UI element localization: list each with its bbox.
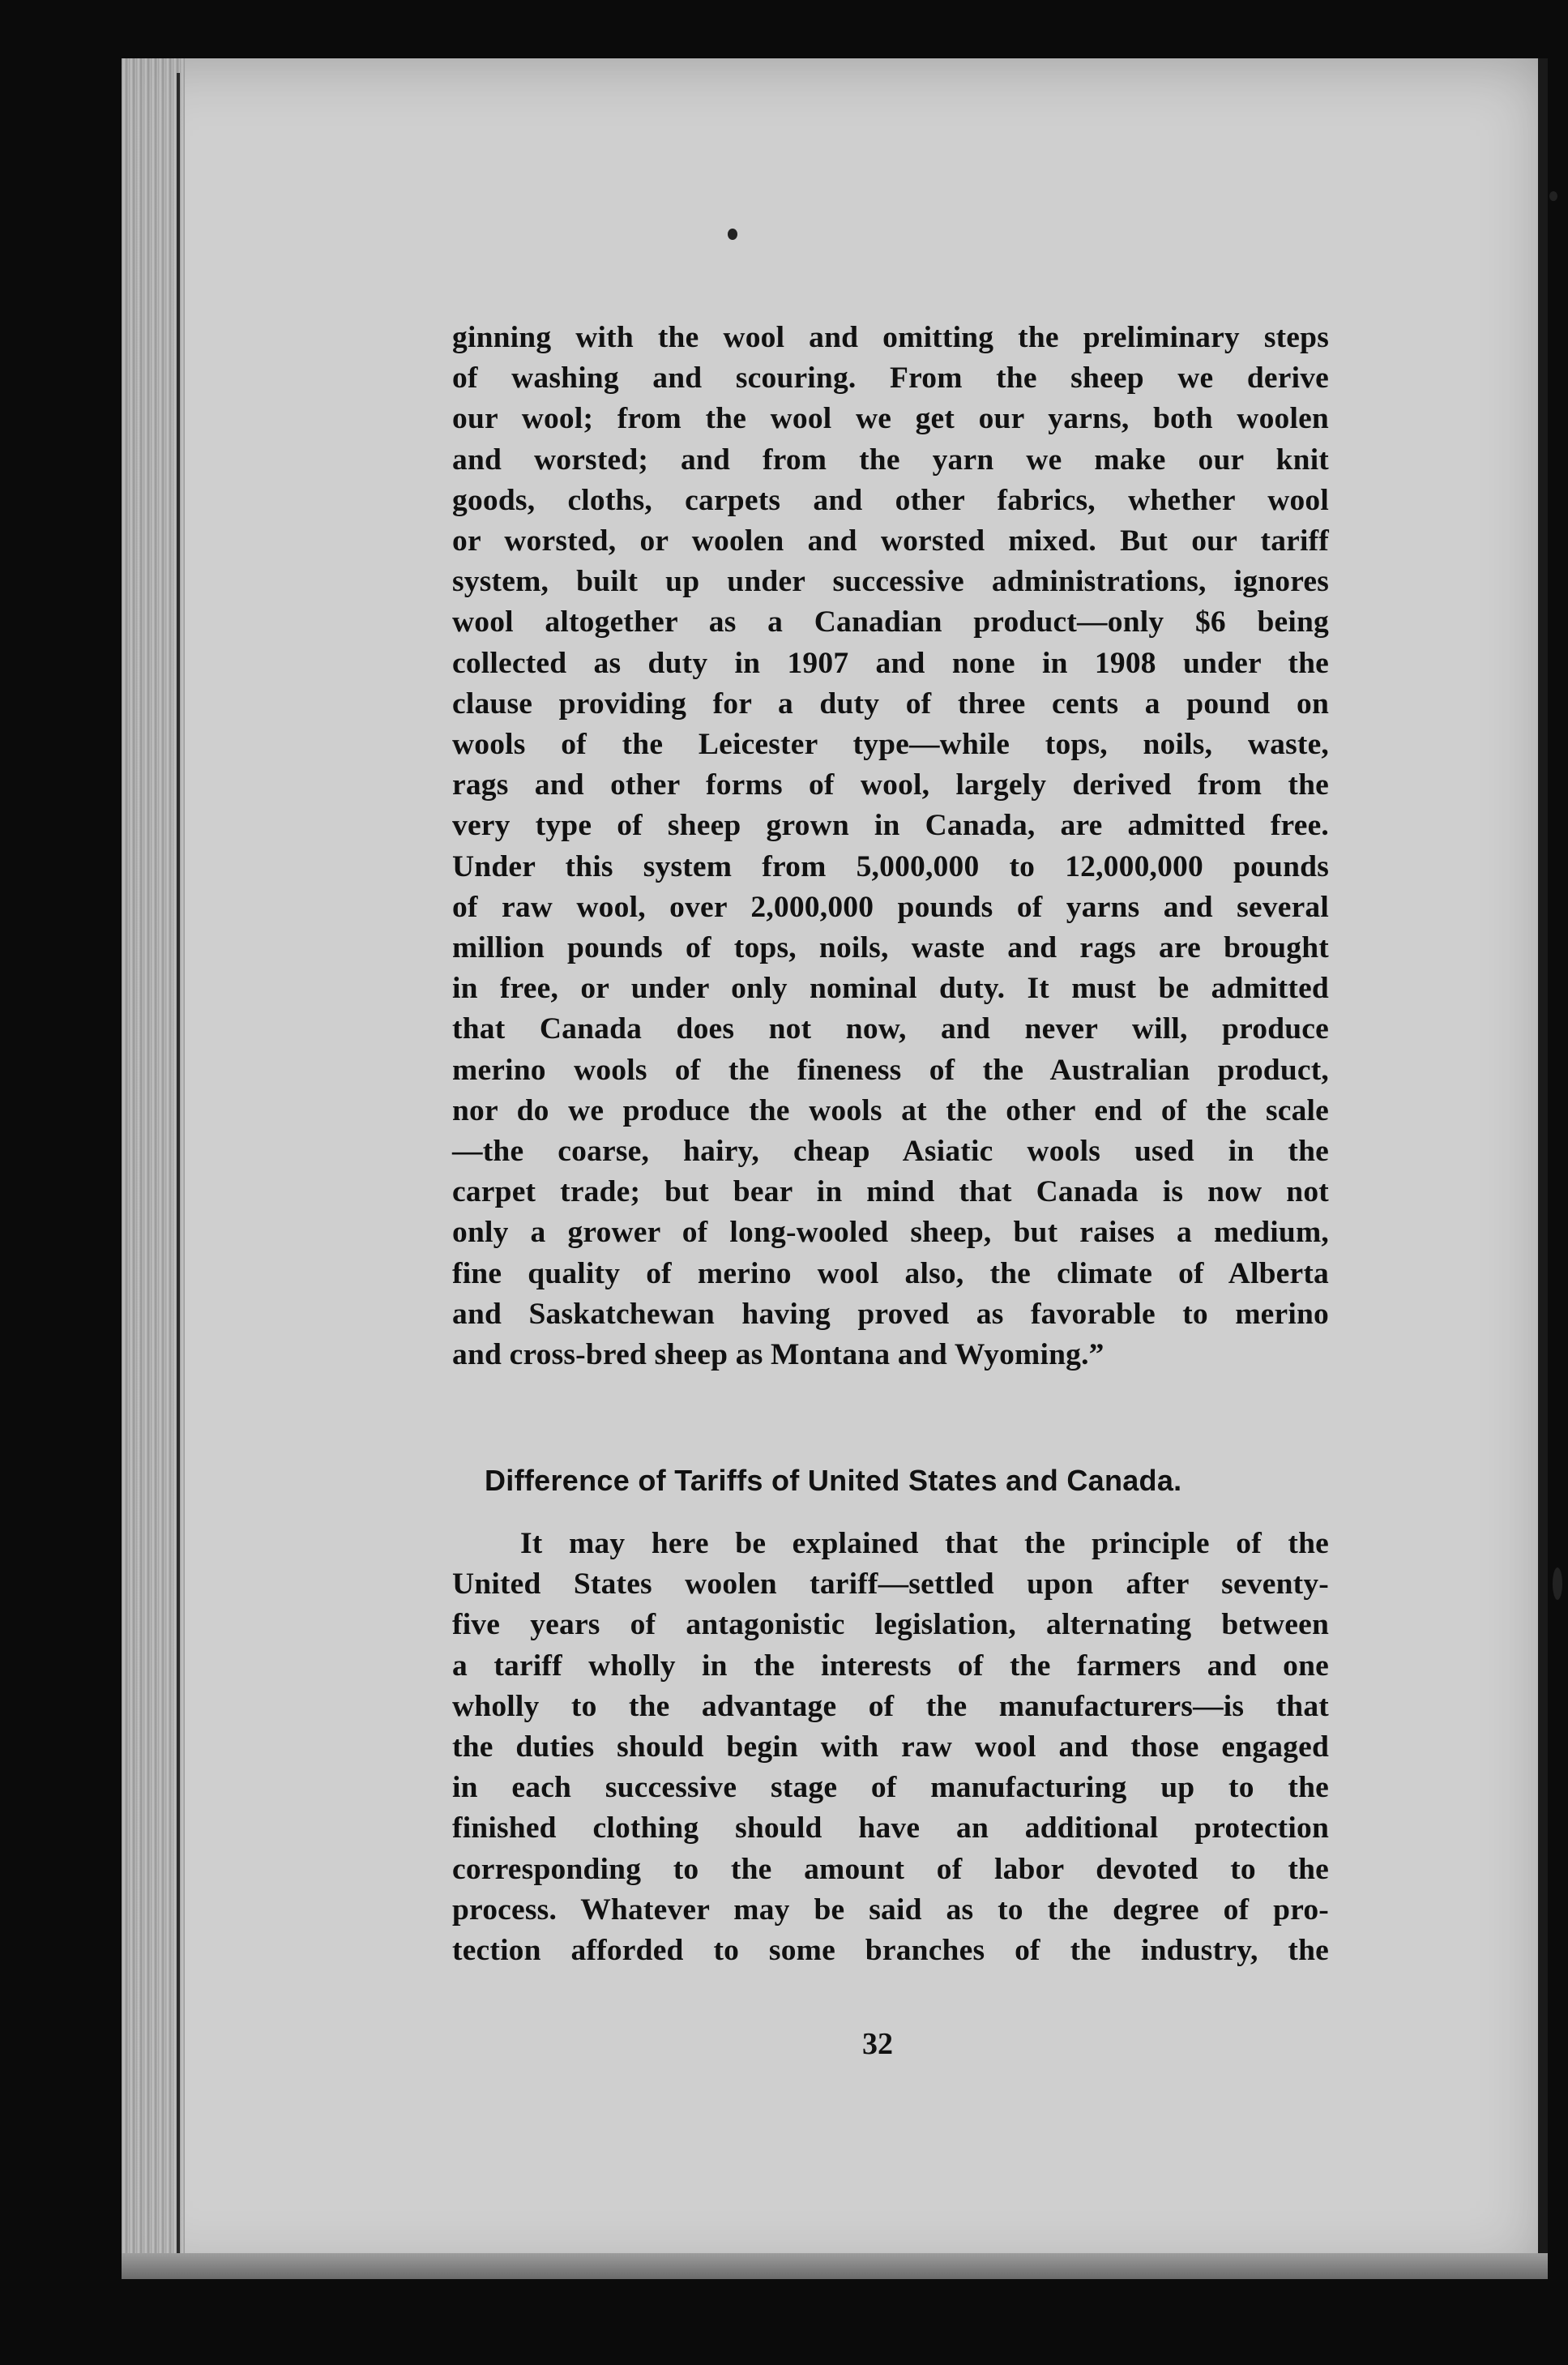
text-line: million pounds of tops, noils, waste and rags are brought	[452, 931, 1329, 965]
text-line: rags and other forms of wool, largely derived from the	[452, 768, 1329, 802]
paragraph-1	[452, 318, 1329, 1375]
text-line: finished clothing should have an additional protection	[452, 1811, 1329, 1845]
text-line: that Canada does not now, and never will, produce	[452, 1012, 1329, 1046]
dust-speck	[1553, 1567, 1562, 1600]
text-line: a tariff wholly in the interests of the farmers and one	[452, 1649, 1329, 1683]
page-binding-edge	[122, 58, 185, 2279]
dust-speck	[728, 229, 737, 240]
text-line: five years of antagonistic legislation, alternating between	[452, 1608, 1329, 1642]
text-line: clause providing for a duty of three cents a pound on	[452, 686, 1329, 721]
text-line: or worsted, or woolen and worsted mixed. But our tariff	[452, 524, 1329, 558]
text-line: and worsted; and from the yarn we make our knit	[452, 443, 1329, 477]
text-line: carpet trade; but bear in mind that Canada is now not	[452, 1175, 1329, 1209]
page-bottom-edge	[122, 2253, 1548, 2279]
text-line: nor do we produce the wools at the other end of the scale	[452, 1093, 1329, 1127]
text-line: Under this system from 5,000,000 to 12,000,000 pounds	[452, 849, 1329, 883]
text-line: in each successive stage of manufacturing up to the	[452, 1771, 1329, 1805]
text-line: —the coarse, hairy, cheap Asiatic wools used in the	[452, 1135, 1329, 1169]
text-line: goods, cloths, carpets and other fabrics, whether wool	[452, 483, 1329, 517]
binding-line	[177, 73, 180, 2253]
text-line: wholly to the advantage of the manufacturers—is that	[452, 1689, 1329, 1723]
text-line: and cross-bred sheep as Montana and Wyoming.”	[452, 1338, 1104, 1372]
text-line: fine quality of merino wool also, the climate of Alberta	[452, 1256, 1329, 1290]
page-number: 32	[862, 2027, 893, 2061]
paragraph-2	[452, 1524, 1329, 1971]
section-heading: Difference of Tariffs of United States and Canada.	[485, 1464, 1182, 1497]
text-line: tection afforded to some branches of the industry, the	[452, 1934, 1329, 1968]
text-line: the duties should begin with raw wool and those engaged	[452, 1730, 1329, 1764]
text-line: It may here be explained that the principle of the	[520, 1527, 1329, 1560]
text-line: in free, or under only nominal duty. It must be admitted	[452, 972, 1329, 1006]
text-line: and Saskatchewan having proved as favorable to merino	[452, 1297, 1329, 1331]
text-line: merino wools of the fineness of the Australian product,	[452, 1053, 1329, 1087]
text-line: ginning with the wool and omitting the preliminary steps	[452, 321, 1329, 354]
text-line: only a grower of long-wooled sheep, but raises a medium,	[452, 1216, 1329, 1250]
text-line: very type of sheep grown in Canada, are admitted free.	[452, 809, 1329, 843]
text-line: United States woolen tariff—settled upon after seventy-	[452, 1567, 1329, 1602]
dust-speck	[1549, 191, 1557, 201]
text-line: our wool; from the wool we get our yarns, both woolen	[452, 402, 1329, 436]
text-line: process. Whatever may be said as to the degree of pro-	[452, 1892, 1329, 1927]
text-line: system, built up under successive administrations, ignores	[452, 565, 1329, 599]
text-line: of washing and scouring. From the sheep we derive	[452, 361, 1329, 396]
page-right-edge	[1538, 58, 1548, 2279]
text-line: corresponding to the amount of labor devoted to the	[452, 1852, 1329, 1886]
text-line: wool altogether as a Canadian product—only $6 being	[452, 605, 1329, 639]
text-line: wools of the Leicester type—while tops, noils, waste,	[452, 728, 1329, 762]
text-line: of raw wool, over 2,000,000 pounds of yarns and several	[452, 890, 1329, 924]
text-line: collected as duty in 1907 and none in 1908 under the	[452, 646, 1329, 680]
